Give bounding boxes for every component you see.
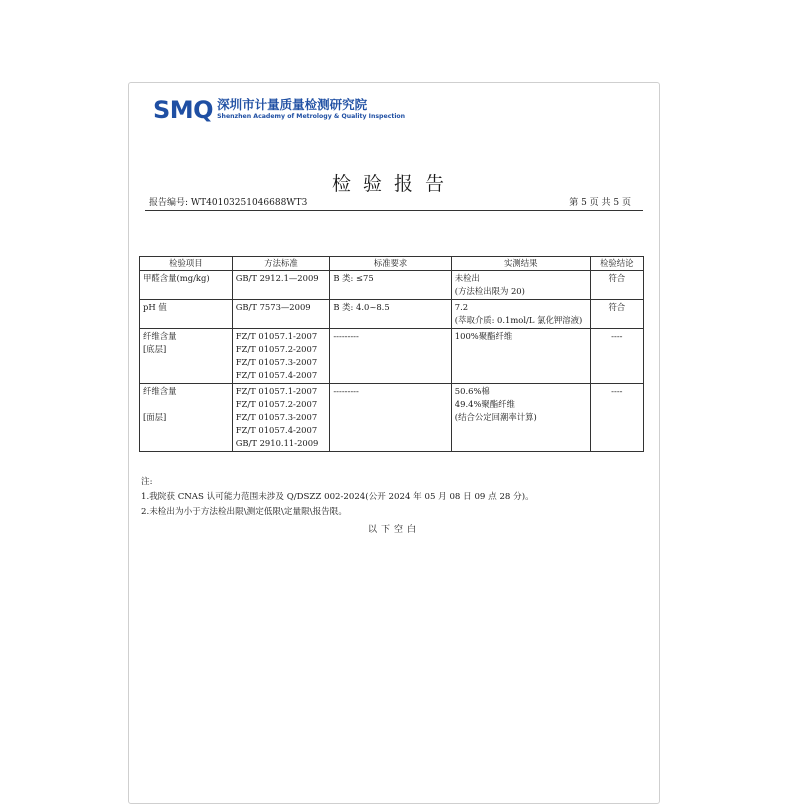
logo-mark: SMQ <box>153 96 214 124</box>
header-method: 方法标准 <box>232 257 330 271</box>
cell-result: 7.2 (萃取介质: 0.1mol/L 氯化钾溶液) <box>451 300 590 329</box>
cell-standard: --------- <box>330 329 451 384</box>
report-title: 检验报告 <box>331 173 456 195</box>
cell-item: pH 值 <box>140 300 233 329</box>
cell-method: GB/T 7573—2009 <box>232 300 330 329</box>
table-row <box>140 271 644 300</box>
cell-item: 纤维含量 [面层] <box>140 384 233 452</box>
page-indicator: 第 5 页 共 5 页 <box>569 198 631 208</box>
report-number: 报告编号: WT40103251046688WT3 <box>149 198 308 208</box>
notes-label: 注: <box>141 477 153 487</box>
cell-method: FZ/T 01057.1-2007 FZ/T 01057.2-2007 FZ/T 01057.3-2007 FZ/T 01057.4-2007 GB/T 2910.11-2009 <box>232 384 330 452</box>
table-header-row <box>140 257 644 271</box>
note-line-1: 1.我院获 CNAS 认可能力范围未涉及 Q/DSZZ 002-2024(公开 2024 年 05 月 08 日 09 点 28 分)。 <box>141 492 534 502</box>
header-conclusion: 检验结论 <box>590 257 643 271</box>
header-divider <box>145 210 643 211</box>
cell-standard: B 类: 4.0~8.5 <box>330 300 451 329</box>
cell-standard: --------- <box>330 384 451 452</box>
logo-chinese-name: 深圳市计量质量检测研究院 <box>217 97 368 112</box>
cell-conclusion: ---- <box>590 384 643 452</box>
cell-item: 纤维含量 [底层] <box>140 329 233 384</box>
cell-method: GB/T 2912.1—2009 <box>232 271 330 300</box>
header-standard: 标准要求 <box>330 257 451 271</box>
logo-text <box>217 98 405 121</box>
report-page <box>128 82 660 804</box>
cell-conclusion: ---- <box>590 329 643 384</box>
cell-result: 50.6%棉 49.4%聚酯纤维 (结合公定回潮率计算) <box>451 384 590 452</box>
table-row <box>140 384 644 452</box>
header-result: 实测结果 <box>451 257 590 271</box>
cell-item: 甲醛含量(mg/kg) <box>140 271 233 300</box>
cell-conclusion: 符合 <box>590 271 643 300</box>
notes-section <box>141 475 534 520</box>
header-item: 检验项目 <box>140 257 233 271</box>
cell-result: 未检出 (方法检出限为 20) <box>451 271 590 300</box>
results-table <box>139 256 644 452</box>
note-line-2: 2.未检出为小于方法检出限\测定低限\定量限\报告限。 <box>141 507 347 517</box>
logo-english-name: Shenzhen Academy of Metrology & Quality Inspection <box>217 113 406 120</box>
cell-result: 100%聚酯纤维 <box>451 329 590 384</box>
table-row <box>140 329 644 384</box>
blank-marker: 以下空白 <box>367 525 420 535</box>
cell-conclusion: 符合 <box>590 300 643 329</box>
table-row <box>140 300 644 329</box>
cell-method: FZ/T 01057.1-2007 FZ/T 01057.2-2007 FZ/T 01057.3-2007 FZ/T 01057.4-2007 <box>232 329 330 384</box>
cell-standard: B 类: ≤75 <box>330 271 451 300</box>
institute-logo <box>153 96 405 124</box>
